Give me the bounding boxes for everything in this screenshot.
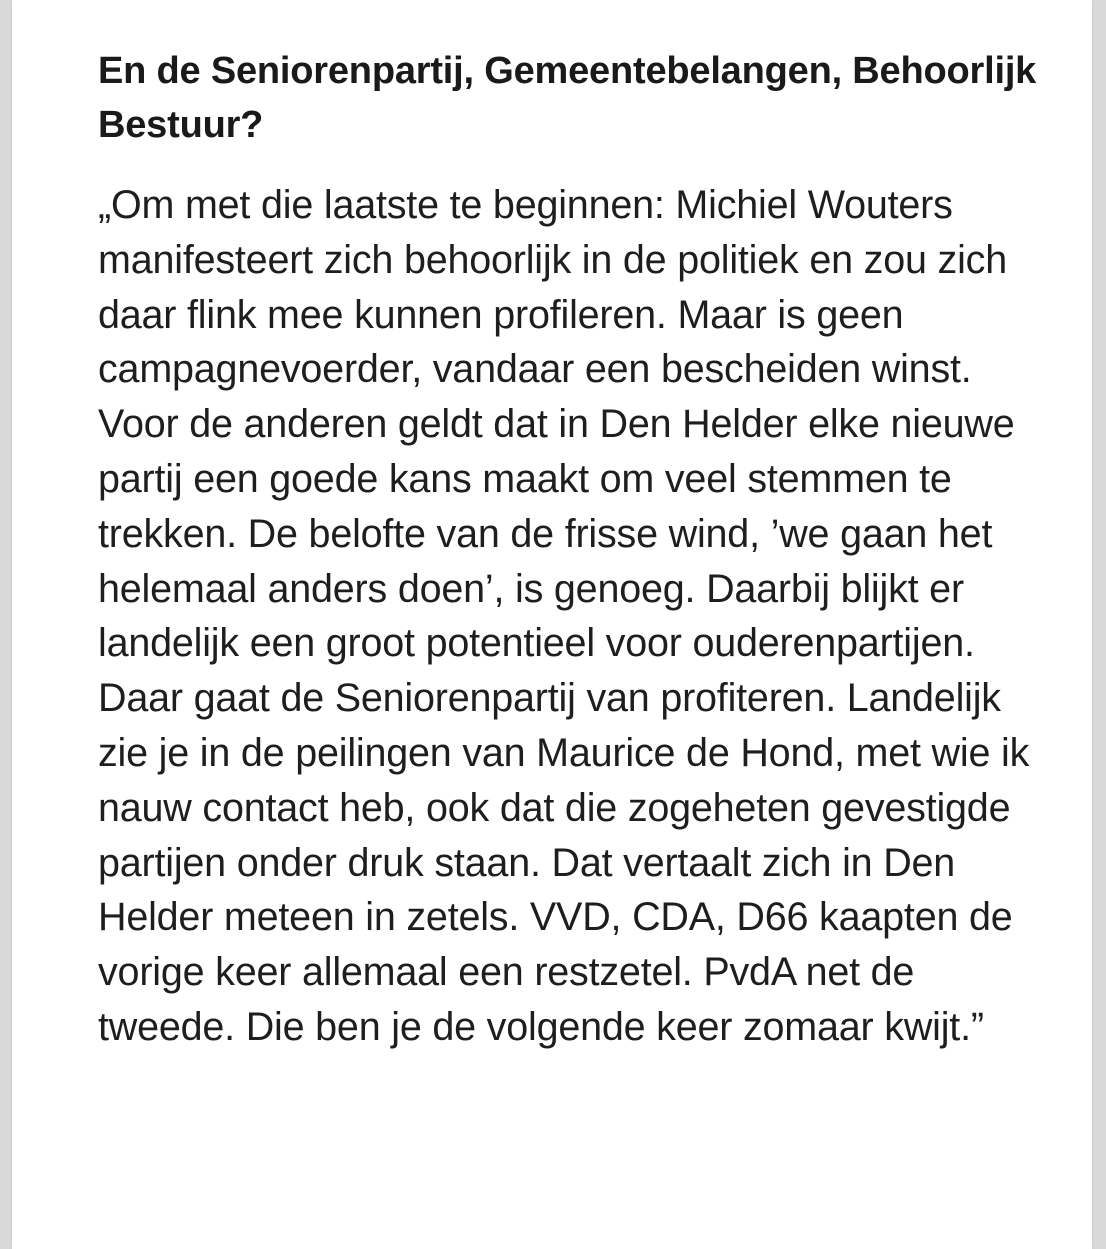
page-edge-right <box>1092 0 1106 1249</box>
article-page <box>12 0 1092 1249</box>
interview-answer: „Om met die laatste te beginnen: Michiel Wouters manifesteert zich behoorlijk in de politiek en zou zich daar flink mee kunnen profileren. Maar is geen campagnevoerder, vandaar een bescheiden winst. Voor de anderen geldt dat in Den Helder elke nieuwe partij een goede kans maakt om veel stemmen te trekken. De belofte van de frisse wind, ’we gaan het helemaal anders doen’, is genoeg. Daarbij blijkt er landelijk een groot potentieel voor ouderenpartijen. Daar gaat de Seniorenpartij van profiteren. Landelijk zie je in de peilingen van Maurice de Hond, met wie ik nauw contact heb, ook dat die zogeheten gevestigde partijen onder druk staan. Dat vertaalt zich in Den Helder meteen in zetels. VVD, CDA, D66 kaapten de vorige keer allemaal een restzetel. PvdA net de tweede. Die ben je de volgende keer zomaar kwijt.” <box>98 183 1030 1049</box>
interview-question: En de Seniorenpartij, Gemeentebelangen, Behoorlijk Bestuur? <box>98 50 1037 146</box>
article-body <box>98 44 1038 1055</box>
page-edge-left <box>0 0 12 1249</box>
